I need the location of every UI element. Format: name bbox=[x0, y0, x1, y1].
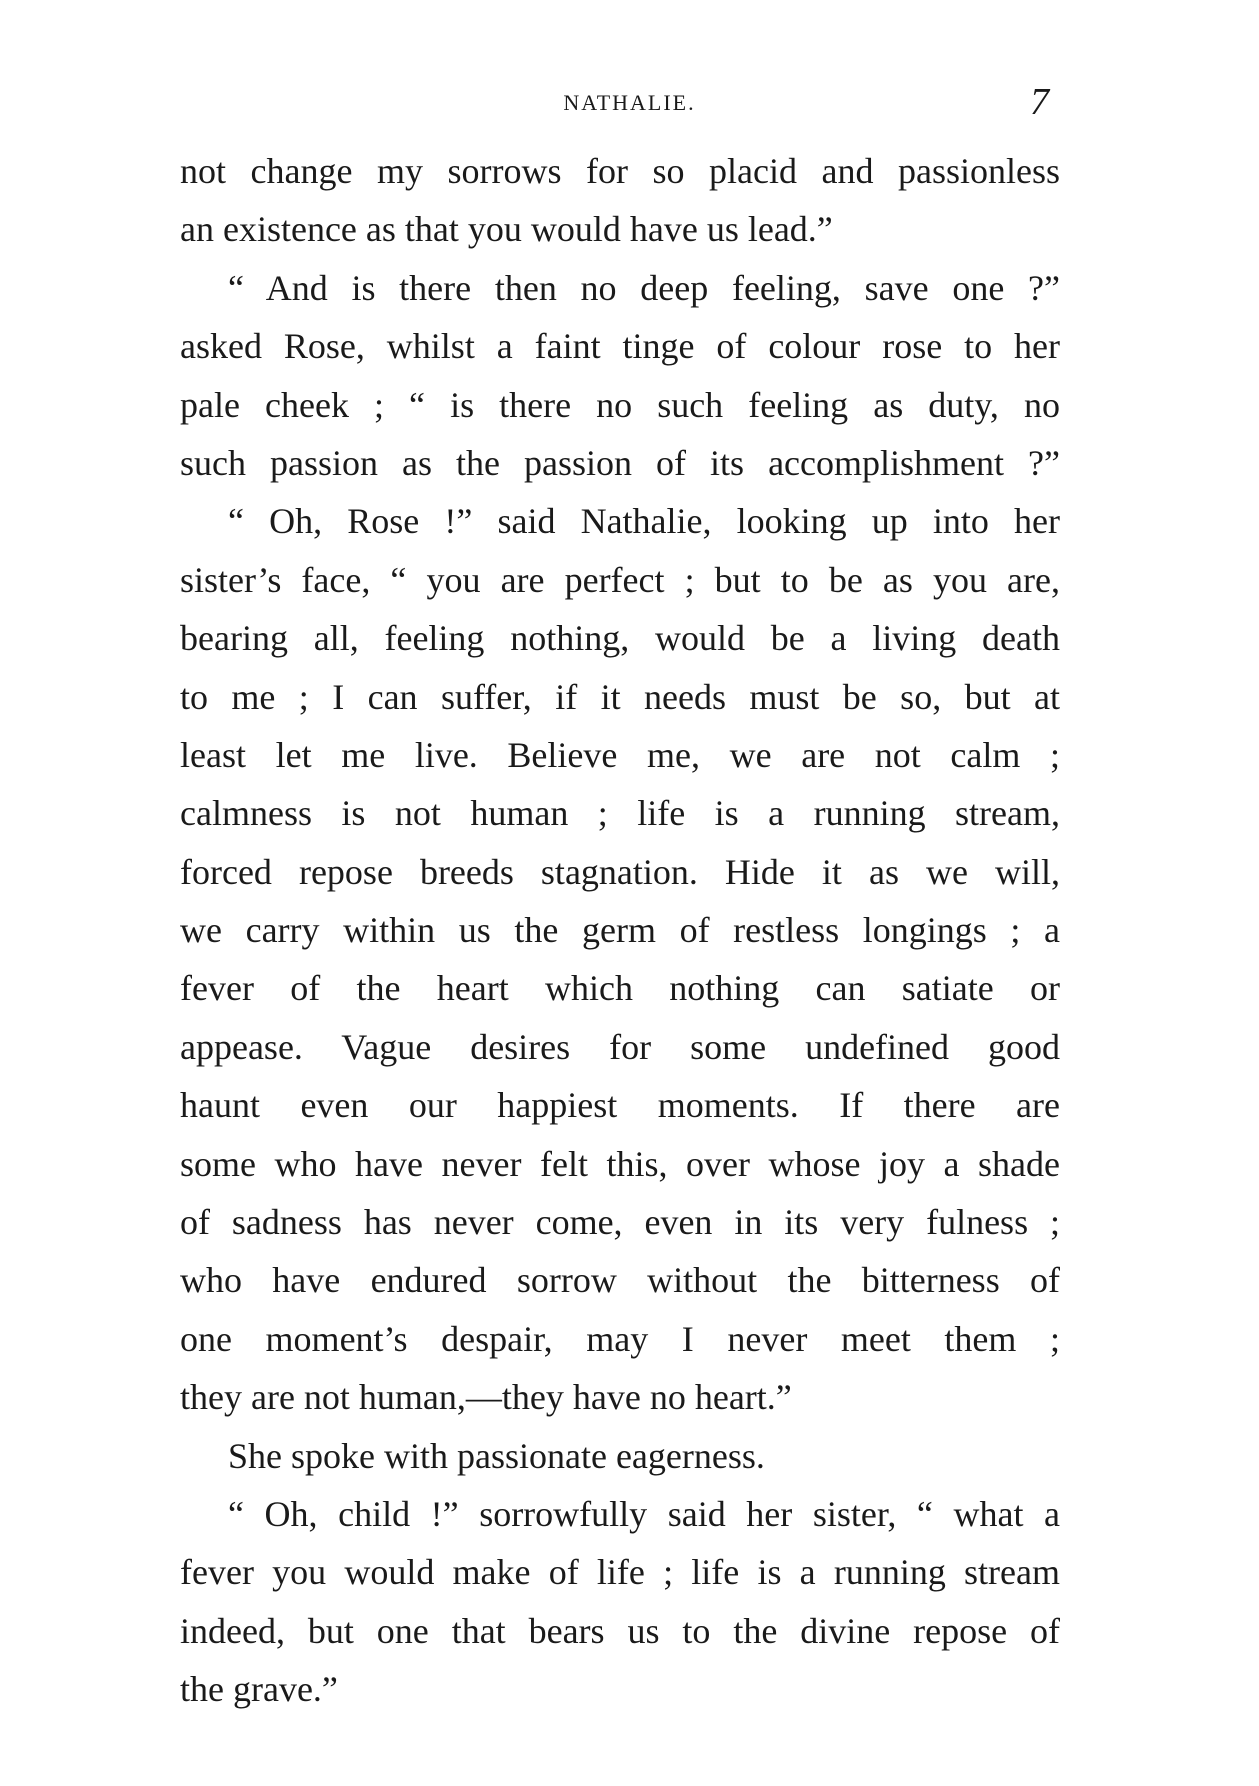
text-line: indeed, but one that bears us to the divine repose of bbox=[180, 1610, 1060, 1651]
text-line: we carry within us the germ of restless longings ; a bbox=[180, 910, 1060, 951]
text-line: sister’s face, “ you are perfect ; but to be as you are, bbox=[180, 559, 1060, 600]
text-line: they are not human,—they have no heart.” bbox=[180, 1377, 792, 1418]
text-line: fever you would make of life ; life is a running stream bbox=[180, 1552, 1060, 1593]
text-line: “ And is there then no deep feeling, save one ?” bbox=[228, 267, 1060, 308]
page-number: 7 bbox=[1030, 81, 1049, 123]
text-line: least let me live. Believe me, we are not calm ; bbox=[180, 734, 1060, 775]
text-line: bearing all, feeling nothing, would be a living death bbox=[180, 618, 1060, 659]
text-line: who have endured sorrow without the bitterness of bbox=[180, 1260, 1060, 1301]
text-line: an existence as that you would have us lead.” bbox=[180, 209, 833, 250]
text-line: of sadness has never come, even in its very fulness ; bbox=[180, 1202, 1060, 1243]
text-line: such passion as the passion of its accomplishment ?” bbox=[180, 442, 1060, 483]
text-line: haunt even our happiest moments. If there are bbox=[180, 1085, 1060, 1126]
running-title: NATHALIE. bbox=[563, 90, 696, 115]
text-line: asked Rose, whilst a faint tinge of colour rose to her bbox=[180, 326, 1060, 367]
body-text bbox=[180, 142, 1060, 1719]
text-line: forced repose breeds stagnation. Hide it as we will, bbox=[180, 851, 1060, 892]
text-line: “ Oh, Rose !” said Nathalie, looking up into her bbox=[228, 501, 1060, 542]
text-line: She spoke with passionate eagerness. bbox=[228, 1435, 765, 1476]
text-line: the grave.” bbox=[180, 1669, 338, 1710]
text-line: calmness is not human ; life is a running stream, bbox=[180, 793, 1060, 834]
text-line: one moment’s despair, may I never meet them ; bbox=[180, 1318, 1060, 1359]
running-head bbox=[0, 81, 1259, 124]
text-line: some who have never felt this, over whose joy a shade bbox=[180, 1143, 1060, 1184]
text-line: pale cheek ; “ is there no such feeling as duty, no bbox=[180, 384, 1060, 425]
text-line: fever of the heart which nothing can satiate or bbox=[180, 968, 1060, 1009]
text-line: appease. Vague desires for some undefined good bbox=[180, 1026, 1060, 1067]
text-line: to me ; I can suffer, if it needs must be so, but at bbox=[180, 676, 1060, 717]
text-line: “ Oh, child !” sorrowfully said her sister, “ what a bbox=[228, 1493, 1060, 1534]
text-line: not change my sorrows for so placid and passionless bbox=[180, 151, 1060, 191]
